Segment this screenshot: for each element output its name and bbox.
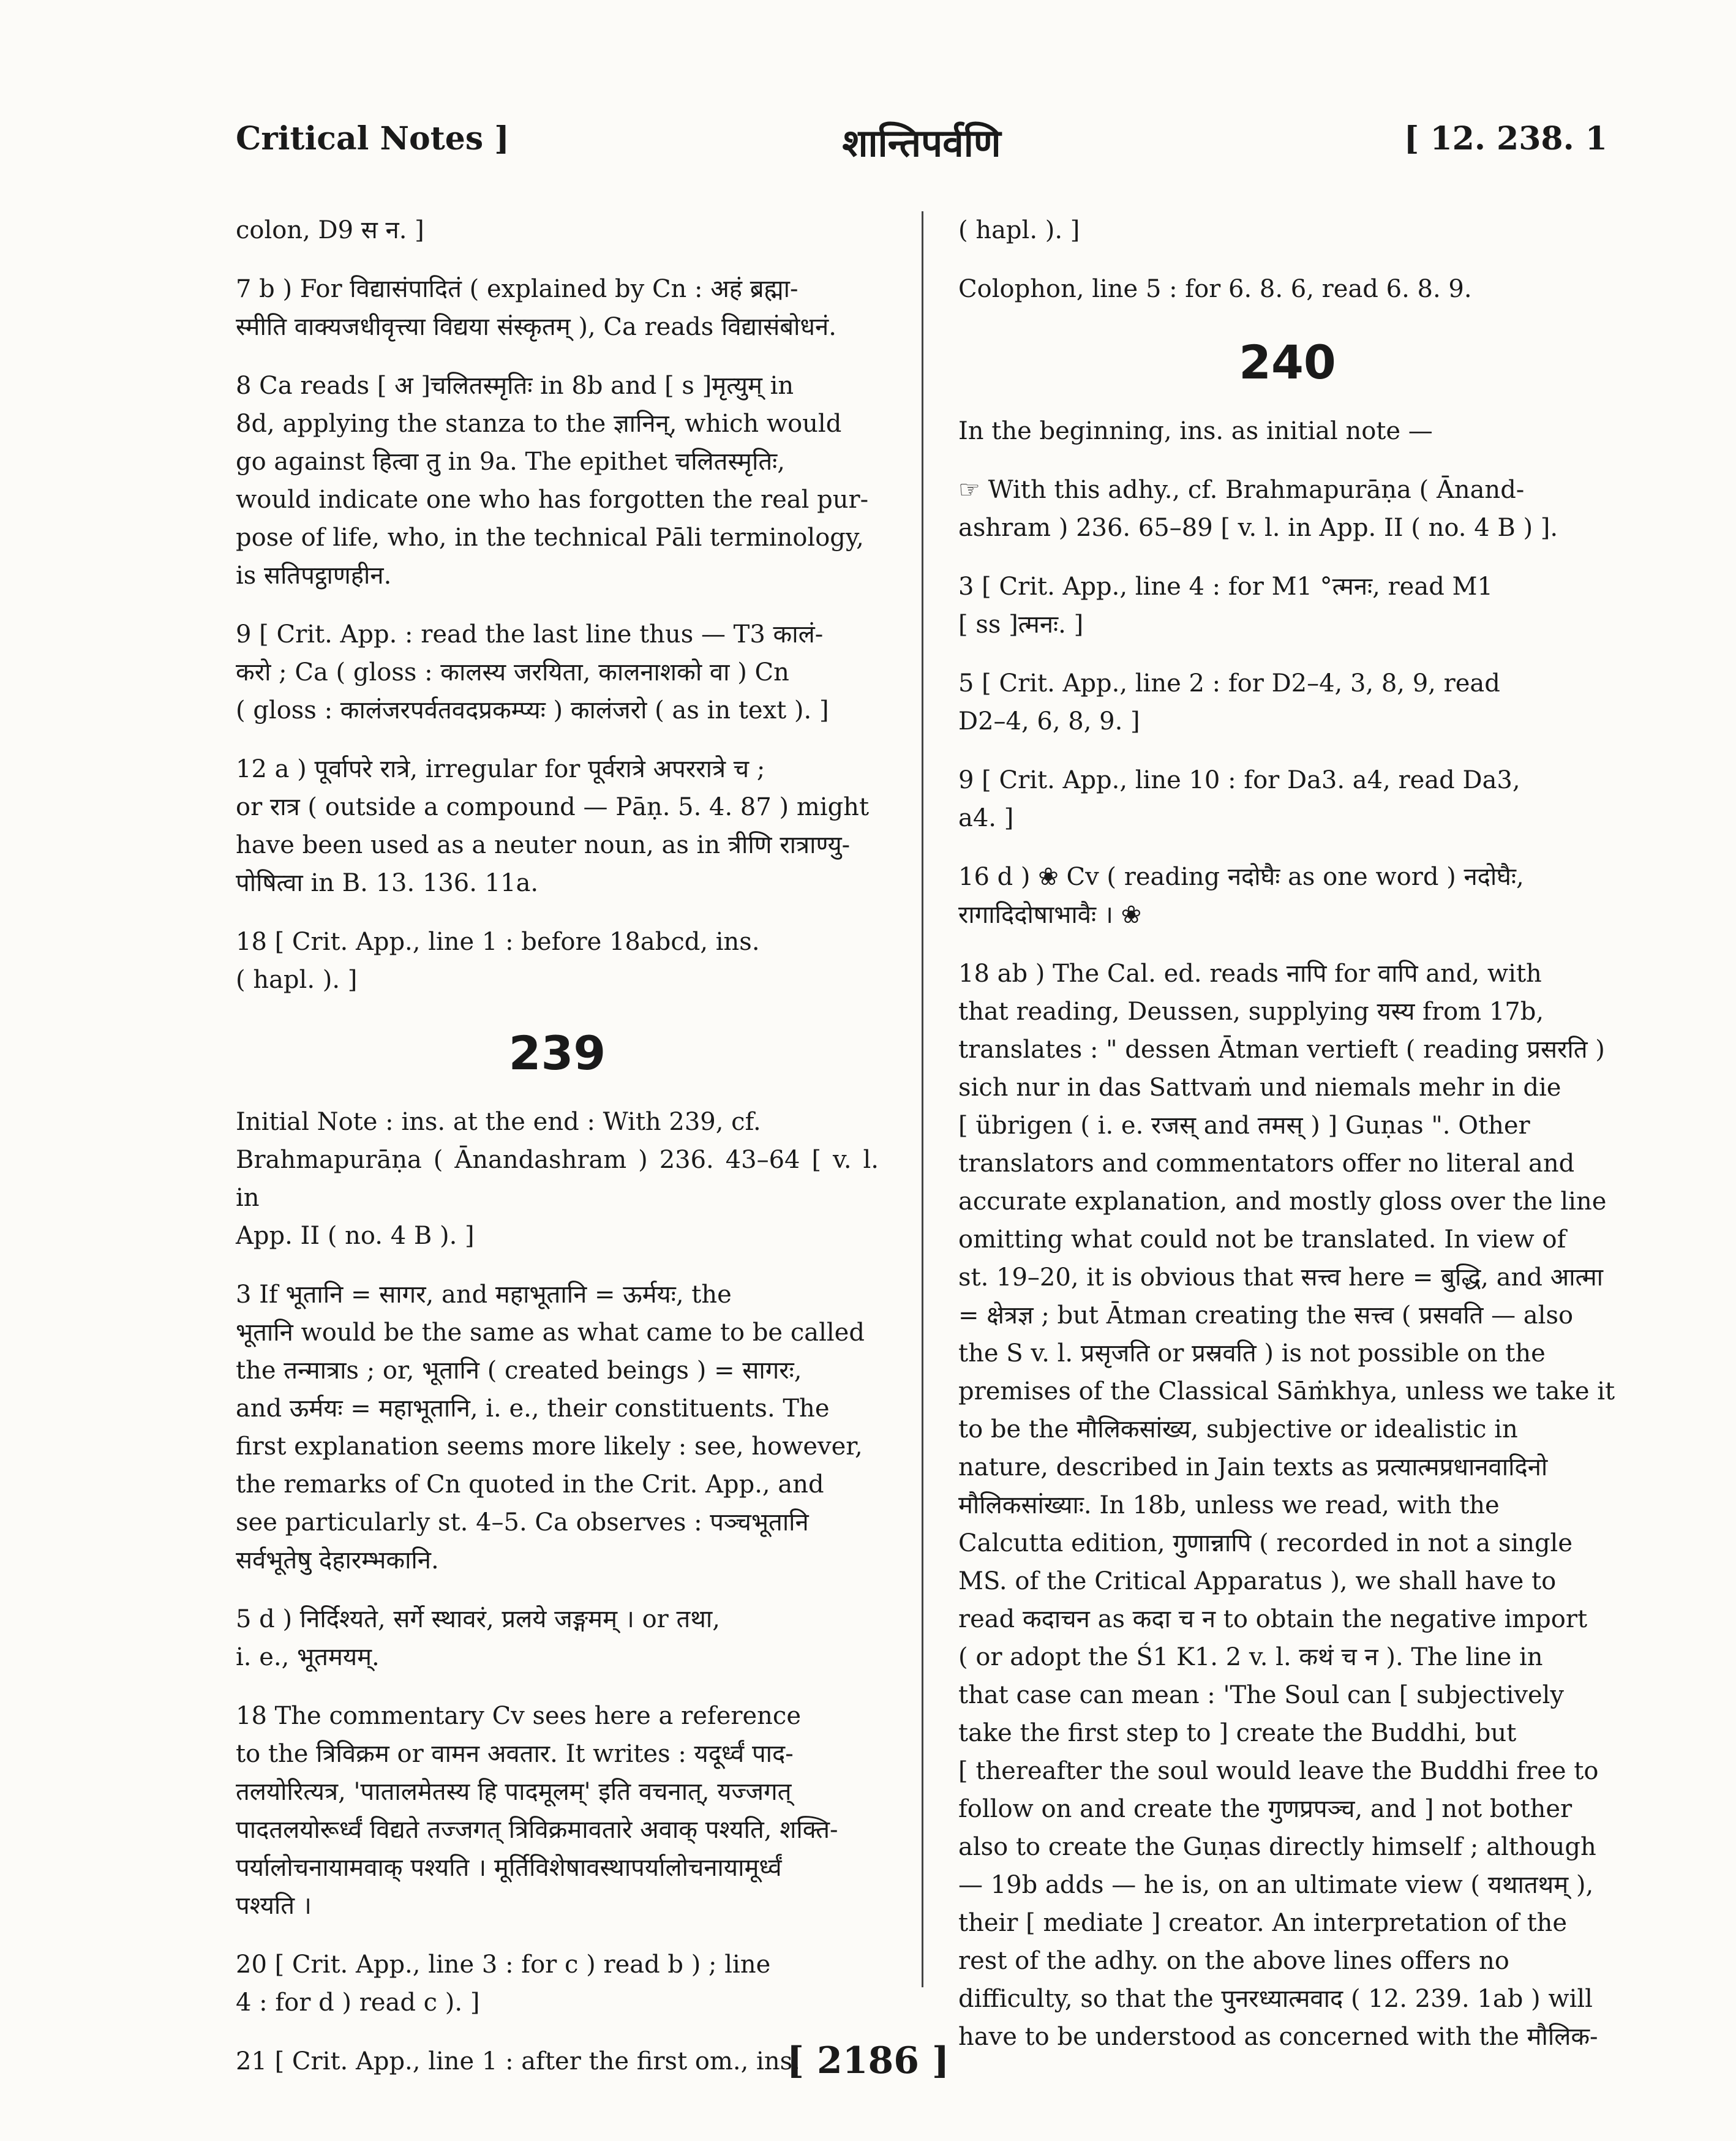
note-line: have to be understood as concerned with the मौलिक-	[958, 2023, 1598, 2051]
note-line: 20 [ Crit. App., line 3 : for c ) read b ) ; line	[236, 1951, 771, 1979]
note-line: the तन्मात्राs ; or, भूतानि ( created beings ) = सागरः,	[236, 1356, 802, 1385]
note-line: [ thereafter the soul would leave the Buddhi free to	[958, 1757, 1599, 1785]
note-line: [ ss ]त्मनः. ]	[958, 611, 1084, 639]
section-heading: 240	[1239, 335, 1336, 389]
note-line: see particularly st. 4–5. Ca observes : पञ्चभूतानि	[236, 1508, 809, 1537]
note-line: 3 If भूतानि = सागर, and महाभूतानि = ऊर्मयः, the	[236, 1281, 732, 1309]
note-line: to be the मौलिकसांख्य, subjective or idealistic in	[958, 1415, 1518, 1443]
note-line: translators and commentators offer no literal and	[958, 1150, 1575, 1178]
note-line: ashram ) 236. 65–89 [ v. l. in App. II ( no. 4 B ) ].	[958, 514, 1558, 542]
note-line: 8d, applying the stanza to the ज्ञानिन्, which would	[236, 410, 842, 438]
note-line: and ऊर्मयः = महाभूतानि, i. e., their constituents. The	[236, 1394, 830, 1423]
note-paragraph	[958, 270, 1617, 308]
note-line: ☞ With this adhy., cf. Brahmapurāṇa ( Ānand-	[958, 476, 1525, 504]
note-line: 8 Ca reads [ अ ]चलितस्मृतिः in 8b and [ s ]मृत्युम् in	[236, 372, 794, 400]
note-line: that reading, Deussen, supplying यस्य from 17b,	[958, 998, 1544, 1026]
note-line: पश्यति ।	[236, 1892, 312, 1920]
note-line: 4 : for d ) read c ). ]	[236, 1989, 480, 2017]
note-line: 21 [ Crit. App., line 1 : after the first om., ins.	[236, 2047, 800, 2075]
note-paragraph	[236, 1946, 879, 2022]
note-line: is सतिपट्ठाणहीन.	[236, 562, 392, 590]
note-line: sich nur in das Sattvaṁ und niemals mehr in die	[958, 1074, 1561, 1102]
note-line: read कदाचन as कदा च न to obtain the negative import	[958, 1605, 1588, 1633]
note-line: 3 [ Crit. App., line 4 : for M1 °त्मनः, read M1	[958, 573, 1493, 601]
note-line: स्मीति वाक्यजधीवृत्त्या विद्यया संस्कृतम् ), Ca reads विद्यासंबोधनं.	[236, 313, 836, 341]
note-line: 5 d ) निर्दिश्यते, सर्गे स्थावरं, प्रलये जङ्गमम् । or तथा,	[236, 1605, 720, 1633]
note-line: st. 19–20, it is obvious that सत्त्व here = बुद्धि, and आत्मा	[958, 1263, 1604, 1292]
note-paragraph	[958, 568, 1617, 644]
section-heading: 239	[508, 1026, 606, 1080]
note-line: पादतलयोरूर्ध्वं विद्यते तज्जगत् त्रिविक्रमावतारे अवाक् पश्यति, शक्ति-	[236, 1816, 838, 1844]
note-line: ( or adopt the Ś1 K1. 2 v. l. कथं च न ). The line in	[958, 1643, 1543, 1671]
note-line: their [ mediate ] creator. An interpretation of the	[958, 1909, 1568, 1937]
note-line: also to create the Guṇas directly himself ; although	[958, 1833, 1596, 1861]
note-line: Brahmapurāṇa ( Ānandashram ) 236. 43–64 [ v. l. in	[236, 1146, 879, 1212]
note-line: have been used as a neuter noun, as in त्रीणि रात्राण्यु-	[236, 831, 851, 859]
note-line: omitting what could not be translated. In view of	[958, 1225, 1566, 1254]
note-line: colon, D9 स न. ]	[236, 216, 424, 244]
note-line: the remarks of Cn quoted in the Crit. App., and	[236, 1470, 824, 1499]
left-column	[236, 211, 879, 2101]
note-line: सर्वभूतेषु देहारम्भकानि.	[236, 1546, 439, 1575]
note-line: = क्षेत्रज्ञ ; but Ātman creating the सत्त्व ( प्रसवति — also	[958, 1301, 1574, 1330]
note-paragraph	[236, 750, 879, 902]
note-line: भूतानि would be the same as what came to be called	[236, 1319, 865, 1347]
note-paragraph	[958, 471, 1617, 547]
note-line: 12 a ) पूर्वापरे रात्रे, irregular for पूर्वरात्रे अपररात्रे च ;	[236, 755, 765, 783]
note-line: that case can mean : 'The Soul can [ subjectively	[958, 1681, 1565, 1709]
note-line: to the त्रिविक्रम or वामन अवतार. It writes : यदूर्ध्वं पाद-	[236, 1740, 794, 1768]
note-line: Colophon, line 5 : for 6. 8. 6, read 6. 8. 9.	[958, 275, 1472, 303]
note-line: a4. ]	[958, 804, 1014, 832]
note-line: [ übrigen ( i. e. रजस् and तमस् ) ] Guṇas ". Other	[958, 1112, 1530, 1140]
note-paragraph	[236, 1103, 879, 1255]
note-paragraph	[958, 761, 1617, 837]
note-paragraph	[236, 1276, 879, 1579]
note-line: 5 [ Crit. App., line 2 : for D2–4, 3, 8, 9, read	[958, 669, 1500, 698]
note-line: go against हित्वा तु in 9a. The epithet चलितस्मृतिः,	[236, 448, 785, 476]
note-line: 16 d ) ❀ Cv ( reading नदोघैः as one word ) नदोघैः,	[958, 863, 1524, 891]
note-line: i. e., भूतमयम्.	[236, 1643, 380, 1671]
note-line: first explanation seems more likely : see, however,	[236, 1432, 863, 1461]
note-line: pose of life, who, in the technical Pāli terminology,	[236, 524, 864, 552]
note-line: 18 The commentary Cv sees here a reference	[236, 1702, 802, 1730]
note-paragraph	[236, 211, 879, 249]
note-line: follow on and create the गुणप्रपञ्च, and ] not bother	[958, 1795, 1573, 1823]
note-line: App. II ( no. 4 B ). ]	[236, 1222, 475, 1250]
note-line: difficulty, so that the पुनरध्यात्मवाद ( 12. 239. 1ab ) will	[958, 1985, 1593, 2013]
note-line: D2–4, 6, 8, 9. ]	[958, 707, 1140, 736]
note-line: In the beginning, ins. as initial note —	[958, 417, 1433, 445]
note-line: nature, described in Jain texts as प्रत्यात्मप्रधानवादिनो	[958, 1453, 1548, 1481]
note-line: ( gloss : कालंजरपर्वतवदप्रकम्प्यः ) कालंजरो ( as in text ). ]	[236, 696, 829, 724]
note-line: 18 [ Crit. App., line 1 : before 18abcd, ins.	[236, 928, 760, 956]
header-left-title: Critical Notes ]	[236, 120, 509, 157]
note-line: रागादिदोषाभावैः । ❀	[958, 901, 1142, 929]
note-paragraph	[236, 270, 879, 346]
note-line: or रात्र ( outside a compound — Pāṇ. 5. 4. 87 ) might	[236, 793, 870, 821]
note-line: translates : " dessen Ātman vertieft ( reading प्रसरति )	[958, 1036, 1605, 1064]
running-header	[236, 120, 1607, 175]
note-line: premises of the Classical Sāṁkhya, unless we take it	[958, 1377, 1615, 1405]
note-line: Calcutta edition, गुणान्नापि ( recorded in not a single	[958, 1529, 1573, 1557]
note-line: MS. of the Critical Apparatus ), we shall have to	[958, 1567, 1557, 1595]
note-line: 18 ab ) The Cal. ed. reads नापि for वापि and, with	[958, 960, 1542, 988]
page-number: [ 2186 ]	[786, 2039, 950, 2082]
note-line: 9 [ Crit. App., line 10 : for Da3. a4, read Da3,	[958, 766, 1520, 794]
note-paragraph	[958, 858, 1617, 934]
note-paragraph	[958, 664, 1617, 740]
note-line: पर्यालोचनायामवाक् पश्यति । मूर्तिविशेषावस्थापर्यालोचनायामूर्ध्वं	[236, 1854, 782, 1882]
note-line: 9 [ Crit. App. : read the last line thus — T3 कालं-	[236, 620, 824, 649]
note-line: ( hapl. ). ]	[958, 216, 1080, 244]
note-line: ( hapl. ). ]	[236, 966, 358, 994]
note-paragraph	[958, 955, 1617, 2056]
note-line: — 19b adds — he is, on an ultimate view ( यथातथम् ),	[958, 1871, 1594, 1899]
note-paragraph	[236, 1697, 879, 1925]
note-line: 7 b ) For विद्यासंपादितं ( explained by Cn : अहं ब्रह्मा-	[236, 275, 798, 303]
note-paragraph	[958, 211, 1617, 249]
note-line: पोषित्वा in B. 13. 136. 11a.	[236, 869, 539, 897]
note-paragraph	[236, 367, 879, 595]
note-paragraph	[236, 615, 879, 729]
note-paragraph	[236, 1600, 879, 1676]
header-right-reference: [ 12. 238. 1	[1403, 120, 1607, 157]
column-divider	[922, 211, 923, 1987]
right-column	[958, 211, 1617, 2077]
note-line: करो ; Ca ( gloss : कालस्य जरयिता, कालनाशको वा ) Cn	[236, 658, 789, 687]
note-line: would indicate one who has forgotten the real pur-	[236, 486, 869, 514]
note-line: मौलिकसांख्याः. In 18b, unless we read, with the	[958, 1491, 1500, 1519]
note-line: तलयोरित्यत्र, 'पातालमेतस्य हि पादमूलम्' इति वचनात्, यज्जगत्	[236, 1778, 792, 1806]
note-line: accurate explanation, and mostly gloss over the line	[958, 1187, 1607, 1216]
note-line: the S v. l. प्रसृजति or प्रस्रवति ) is not possible on the	[958, 1339, 1546, 1368]
note-paragraph	[236, 923, 879, 999]
note-line: Initial Note : ins. at the end : With 239, cf.	[236, 1108, 761, 1136]
note-paragraph	[958, 412, 1617, 450]
note-line: take the first step to ] create the Buddhi, but	[958, 1719, 1517, 1747]
note-line: rest of the adhy. on the above lines offers no	[958, 1947, 1509, 1975]
header-center-title: शान्तिपर्वणि	[842, 121, 1001, 165]
